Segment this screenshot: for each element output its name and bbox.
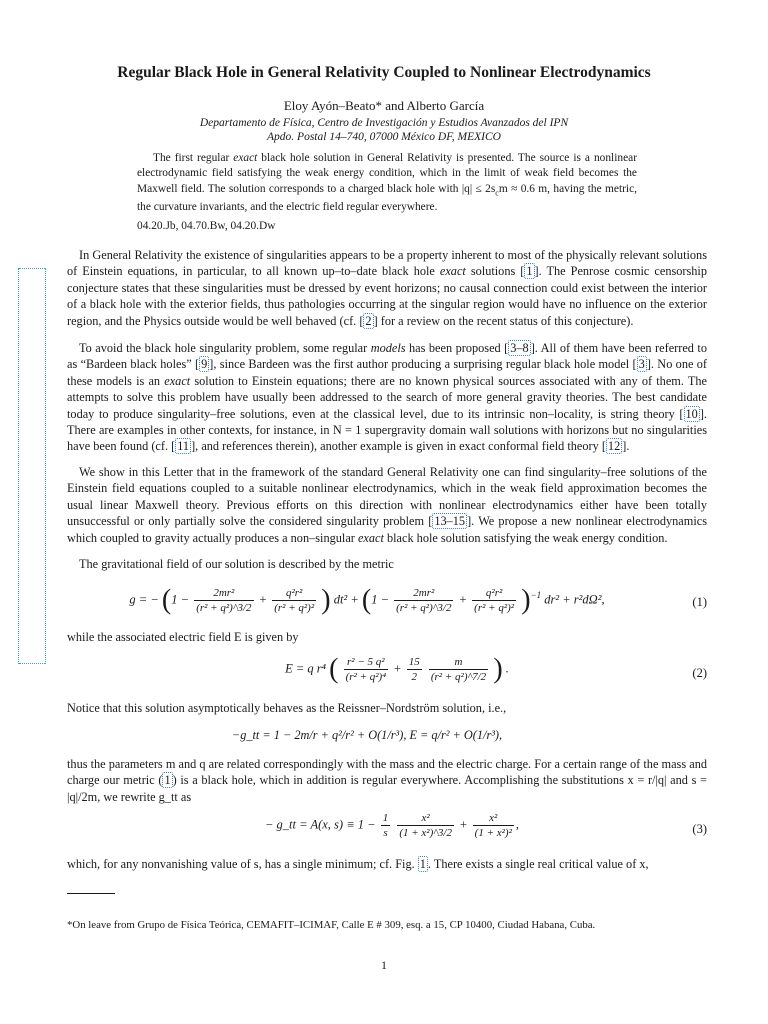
- citation-link[interactable]: 2: [365, 313, 372, 328]
- citation-link[interactable]: 12: [607, 439, 621, 454]
- page-number: 1: [381, 958, 387, 972]
- paragraph-asymptotic: Notice that this solution asymptotically behaves as the Reissner–Nordström solution, i.e.,: [67, 701, 507, 715]
- pacs-codes: 04.20.Jb, 04.70.Bw, 04.20.Dw: [137, 220, 276, 232]
- figure-link[interactable]: 1: [419, 857, 426, 871]
- citation-link[interactable]: 3: [638, 357, 645, 372]
- paragraph-this-letter: We show in this Letter that in the framework of the standard General Relativity one can find singularity–free solutions of the Einstein field equations coupled to a suitable nonlinear electrodynamics, which in the weak field approximation becomes the usual linear Maxwell theory. Previous efforts on this direction with nonlinear electrodynamics either have been totally unsuccessful or only partially solve the considered singularity problem [ 13–15 ]. We propose a new nonlinear electrodynamics which coupled to gravity actually produces a non–singular exact black hole solution satisfying the weak energy condition.: [67, 465, 707, 545]
- equation-number: (2): [692, 666, 707, 680]
- paragraph-metric-intro: The gravitational field of our solution is described by the metric: [79, 557, 394, 571]
- citation-link[interactable]: 1: [164, 773, 171, 788]
- paragraph-regular-models: To avoid the black hole singularity problem, some regular models has been proposed [ 3–8 ]. All of them have been referred to as “Bardeen black holes” [ 9 ], since Bardeen was the first author producing a surprising regular black hole model [ 3 ]. No one of these models is an exact solution to Einstein equations; there are no known physical sources associated with any of them. The attempts to solve this problem have usually been addressed to the search of more general gravity theories. The best candidate today to produce singularity–free solutions, even at the classical level, due to its intrinsic non–locality, is string theory [ 10 ]. There are examples in other contexts, for instance, in N = 1 supergravity domain wall solutions with horizons but no singularities have been found (cf. [ 11 ], and references therein), another example is given in exact conformal field theory [ 12 ].: [67, 341, 707, 454]
- equation-asymptotic: −g_tt = 1 − 2m/r + q²/r² + O(1/r³), E = q/r² + O(1/r³),: [231, 728, 503, 742]
- paragraph-minimum: which, for any nonvanishing value of s, has a single minimum; cf. Fig. 1 . There exists a single real critical value of x,: [67, 857, 649, 871]
- citation-link[interactable]: 13–15: [434, 514, 466, 529]
- affiliation-line-1: Departamento de Física, Centro de Investigación y Estudios Avanzados del IPN: [199, 117, 569, 129]
- paragraph-electric-field-intro: while the associated electric field E is given by: [67, 630, 299, 644]
- citation-link[interactable]: 10: [685, 406, 698, 421]
- citation-link[interactable]: 11: [177, 439, 190, 454]
- paragraph-parameters: thus the parameters m and q are related correspondingly with the mass and the electric charge. For a certain range of the mass and charge our metric ( 1 ) is a black hole, which in addition is regular everywhere. Accomplishing the substitutions x = r/|q| and s = |q|/2m, we rewrite g_tt as: [67, 757, 707, 804]
- authors: Eloy Ayón–Beato* and Alberto García: [283, 98, 485, 113]
- abstract: The first regular exact black hole solution in General Relativity is presented. The source is a nonlinear electrodynamic field satisfying the weak energy condition, which in the limit of weak field becomes the Maxwell field. The solution corresponds to a charged black hole with $|q| \le 2s_cm \approx 0.6$ m, having the metric, the curvature invariants, and the electric field regular everywhere.: [137, 152, 637, 214]
- footnote: *On leave from Grupo de Física Teórica, CEMAFIT–ICIMAF, Calle E # 309, esq. a 15, CP 10400, Ciudad Habana, Cuba.: [67, 919, 596, 931]
- equation-2: E = q r⁴ ( $\frac{\text{r² − 5 q²}}{\text{(r² + q²)⁴}}$ + $\frac{15}{2}$ $\frac{m}{\text{(r² + q²)\textasciicircum{}7/2}}$ ) . (2): [285, 653, 707, 685]
- equation-number: (3): [692, 822, 707, 836]
- citation-link[interactable]: 9: [201, 357, 208, 372]
- affiliation-line-2: Apdo. Postal 14–740, 07000 México DF, MEXICO: [267, 131, 501, 143]
- paragraph-intro: In General Relativity the existence of singularities appears to be a property inherent to most of the physically relevant solutions of Einstein equations, in particular, to all known up–to–date black hole exact solutions [ 1 ]. The Penrose cosmic censorship conjecture states that these singularities must be dressed by event horizons; no causal connection could exist between the interior of a black hole with the exterior fields, thus pathologies occurring at the singular region would have no influence on the exterior region, and the Physics outside would be well behaved (cf. [ 2 ] for a review on the recent status of this conjecture).: [67, 248, 707, 328]
- equation-1: g = − (1 − $\frac{\text{2mr²}}{\text{(r² + q²)\textasciicircum{}3/2}}$ + $\frac{\text{q²r²}}{\text{(r² + q²)²}}$ ) dt² + (1 − $\frac{\text{2mr²}}{\text{(r² + q²)\textasciicircum{}3/2}}$ + $\frac{\text{q²r²}}{\text{(r² + q²)²}}$ )$^{-1}$ dr² + r²dΩ², (1): [129, 584, 707, 616]
- equation-number: (1): [692, 595, 707, 609]
- paper-title: Regular Black Hole in General Relativity Coupled to Nonlinear Electrodynamics: [117, 64, 651, 81]
- footnote-rule: [67, 893, 115, 894]
- margin-annotation-box: [18, 268, 46, 664]
- citation-link[interactable]: 3–8: [510, 341, 529, 355]
- equation-3: − g_tt = A(x, s) ≡ 1 − $\frac{1}{s}$ $\frac{\text{x²}}{\text{(1 + x²)\textasciicircum{}3/2}}$ + $\frac{\text{x²}}{\text{(1 + x²)²}}$ , (3): [264, 812, 707, 839]
- citation-link[interactable]: 1: [526, 264, 533, 279]
